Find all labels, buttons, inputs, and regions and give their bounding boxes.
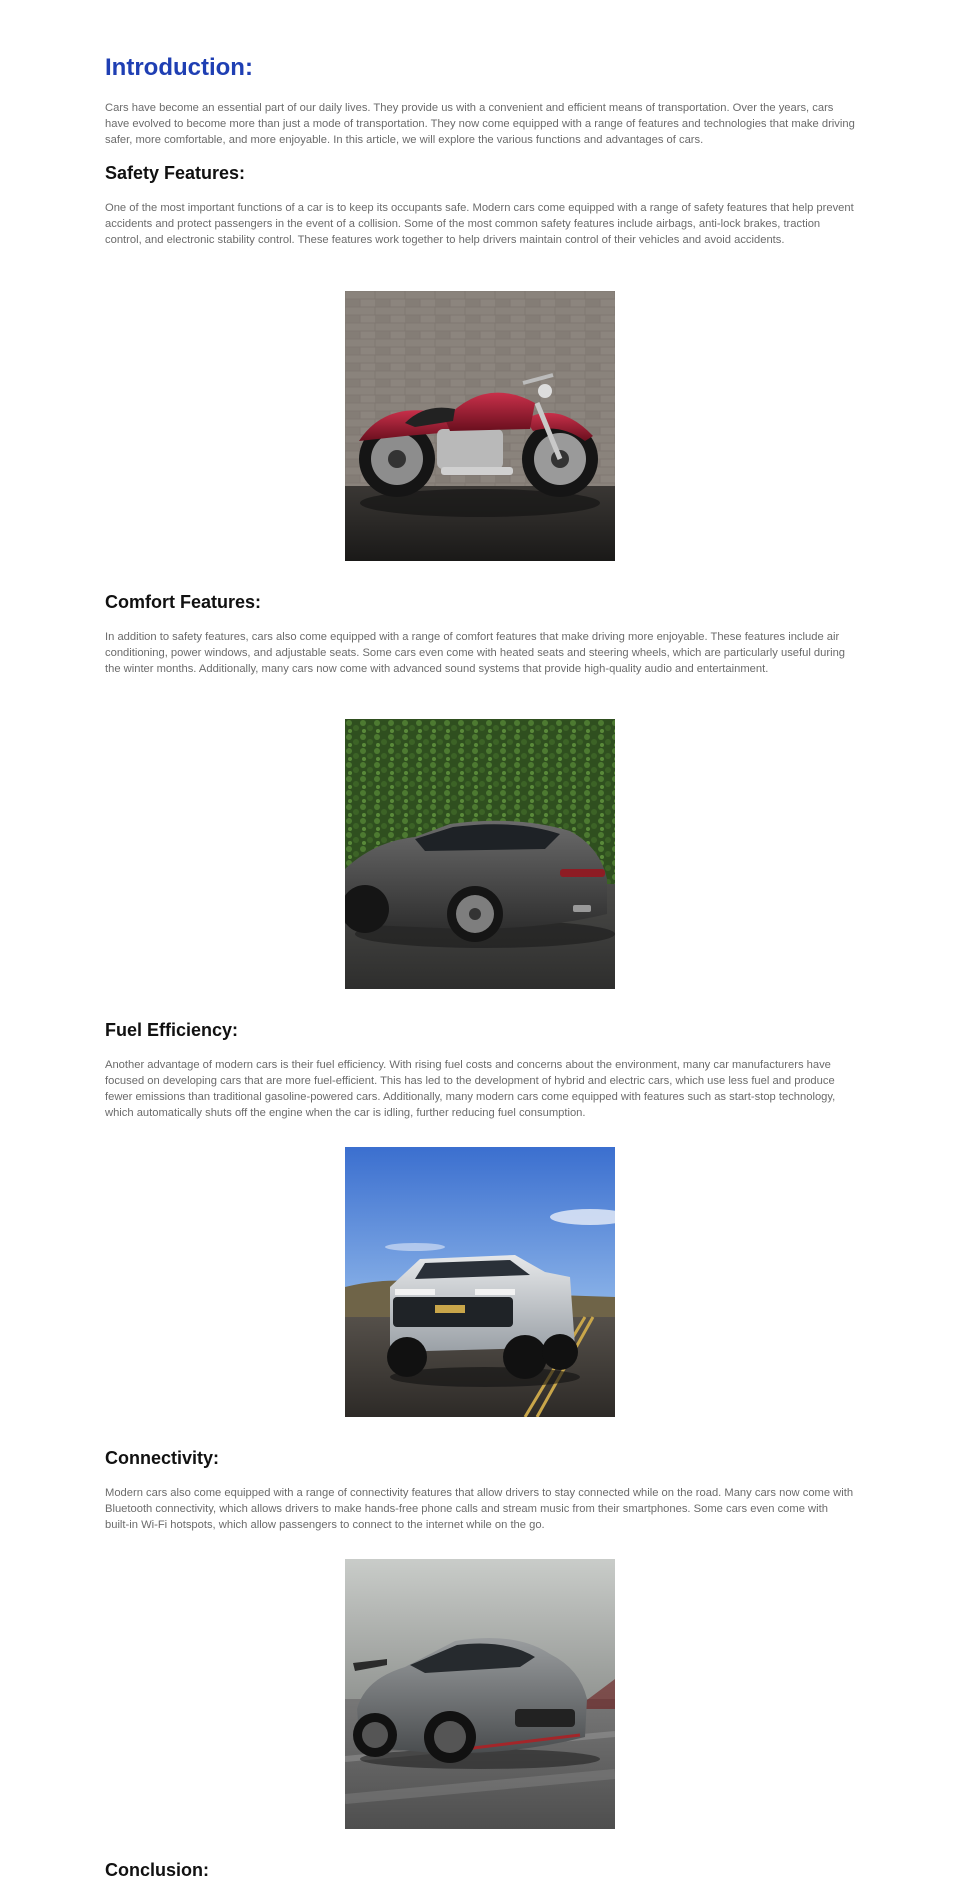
section-body-fuel-efficiency: Another advantage of modern cars is their fuel efficiency. With rising fuel costs and concerns about the environment, many car manufacturers have focused on developing cars that are more fuel-efficient. This has led to the development of hybrid and electric cars, which use less fuel and produce fewer emissions than traditional gasoline-powered cars. Additionally, many modern cars come equipped with features such as start-stop technology, which automatically shuts off the engine when the car is idling, further reducing fuel consumption. <box>105 1059 836 1119</box>
page-title: Introduction: <box>105 54 253 81</box>
section-heading-connectivity: Connectivity: <box>105 1448 220 1468</box>
section-body-connectivity: Modern cars also come equipped with a range of connectivity features that allow drivers to stay connected while on the road. Many cars now come with Bluetooth connectivity, which allows drivers to make hands-free phone calls and stream music from their smartphones. Some cars even come with built-in Wi-Fi hotspots, which allow passengers to connect to the internet while on the go. <box>105 1487 854 1531</box>
section-body-safety: One of the most important functions of a car is to keep its occupants safe. Modern cars come equipped with a range of safety features that help prevent accidents and protect passengers in the event of a collision. Some of the most common safety features include airbags, anti-lock brakes, traction control, and electronic stability control. These features work together to help drivers maintain control of their vehicles and avoid accidents. <box>105 202 854 246</box>
section-heading-fuel-efficiency: Fuel Efficiency: <box>105 1020 239 1040</box>
intro-paragraph: Cars have become an essential part of our daily lives. They provide us with a convenient and efficient means of transportation. Over the years, cars have evolved to become more than just a mode of transportation. They now come equipped with a range of features and technologies that make driving safer, more comfortable, and more enjoyable. In this article, we will explore the various functions and advantages of cars. <box>105 102 855 146</box>
coupe-image <box>345 719 615 989</box>
truck-image <box>345 1147 615 1417</box>
section-body-comfort: In addition to safety features, cars also come equipped with a range of comfort features that make driving more enjoyable. These features include air conditioning, power windows, and adjustable seats. Some cars even come with heated seats and steering wheels, which are particularly useful during the winter months. Additionally, many cars now come with advanced sound systems that provide high-quality audio and entertainment. <box>105 631 846 675</box>
motorcycle-image <box>345 291 615 561</box>
section-heading-conclusion: Conclusion: <box>105 1860 209 1880</box>
section-heading-comfort: Comfort Features: <box>105 592 262 612</box>
section-heading-safety: Safety Features: <box>105 163 246 183</box>
sports-car-image <box>345 1559 615 1829</box>
